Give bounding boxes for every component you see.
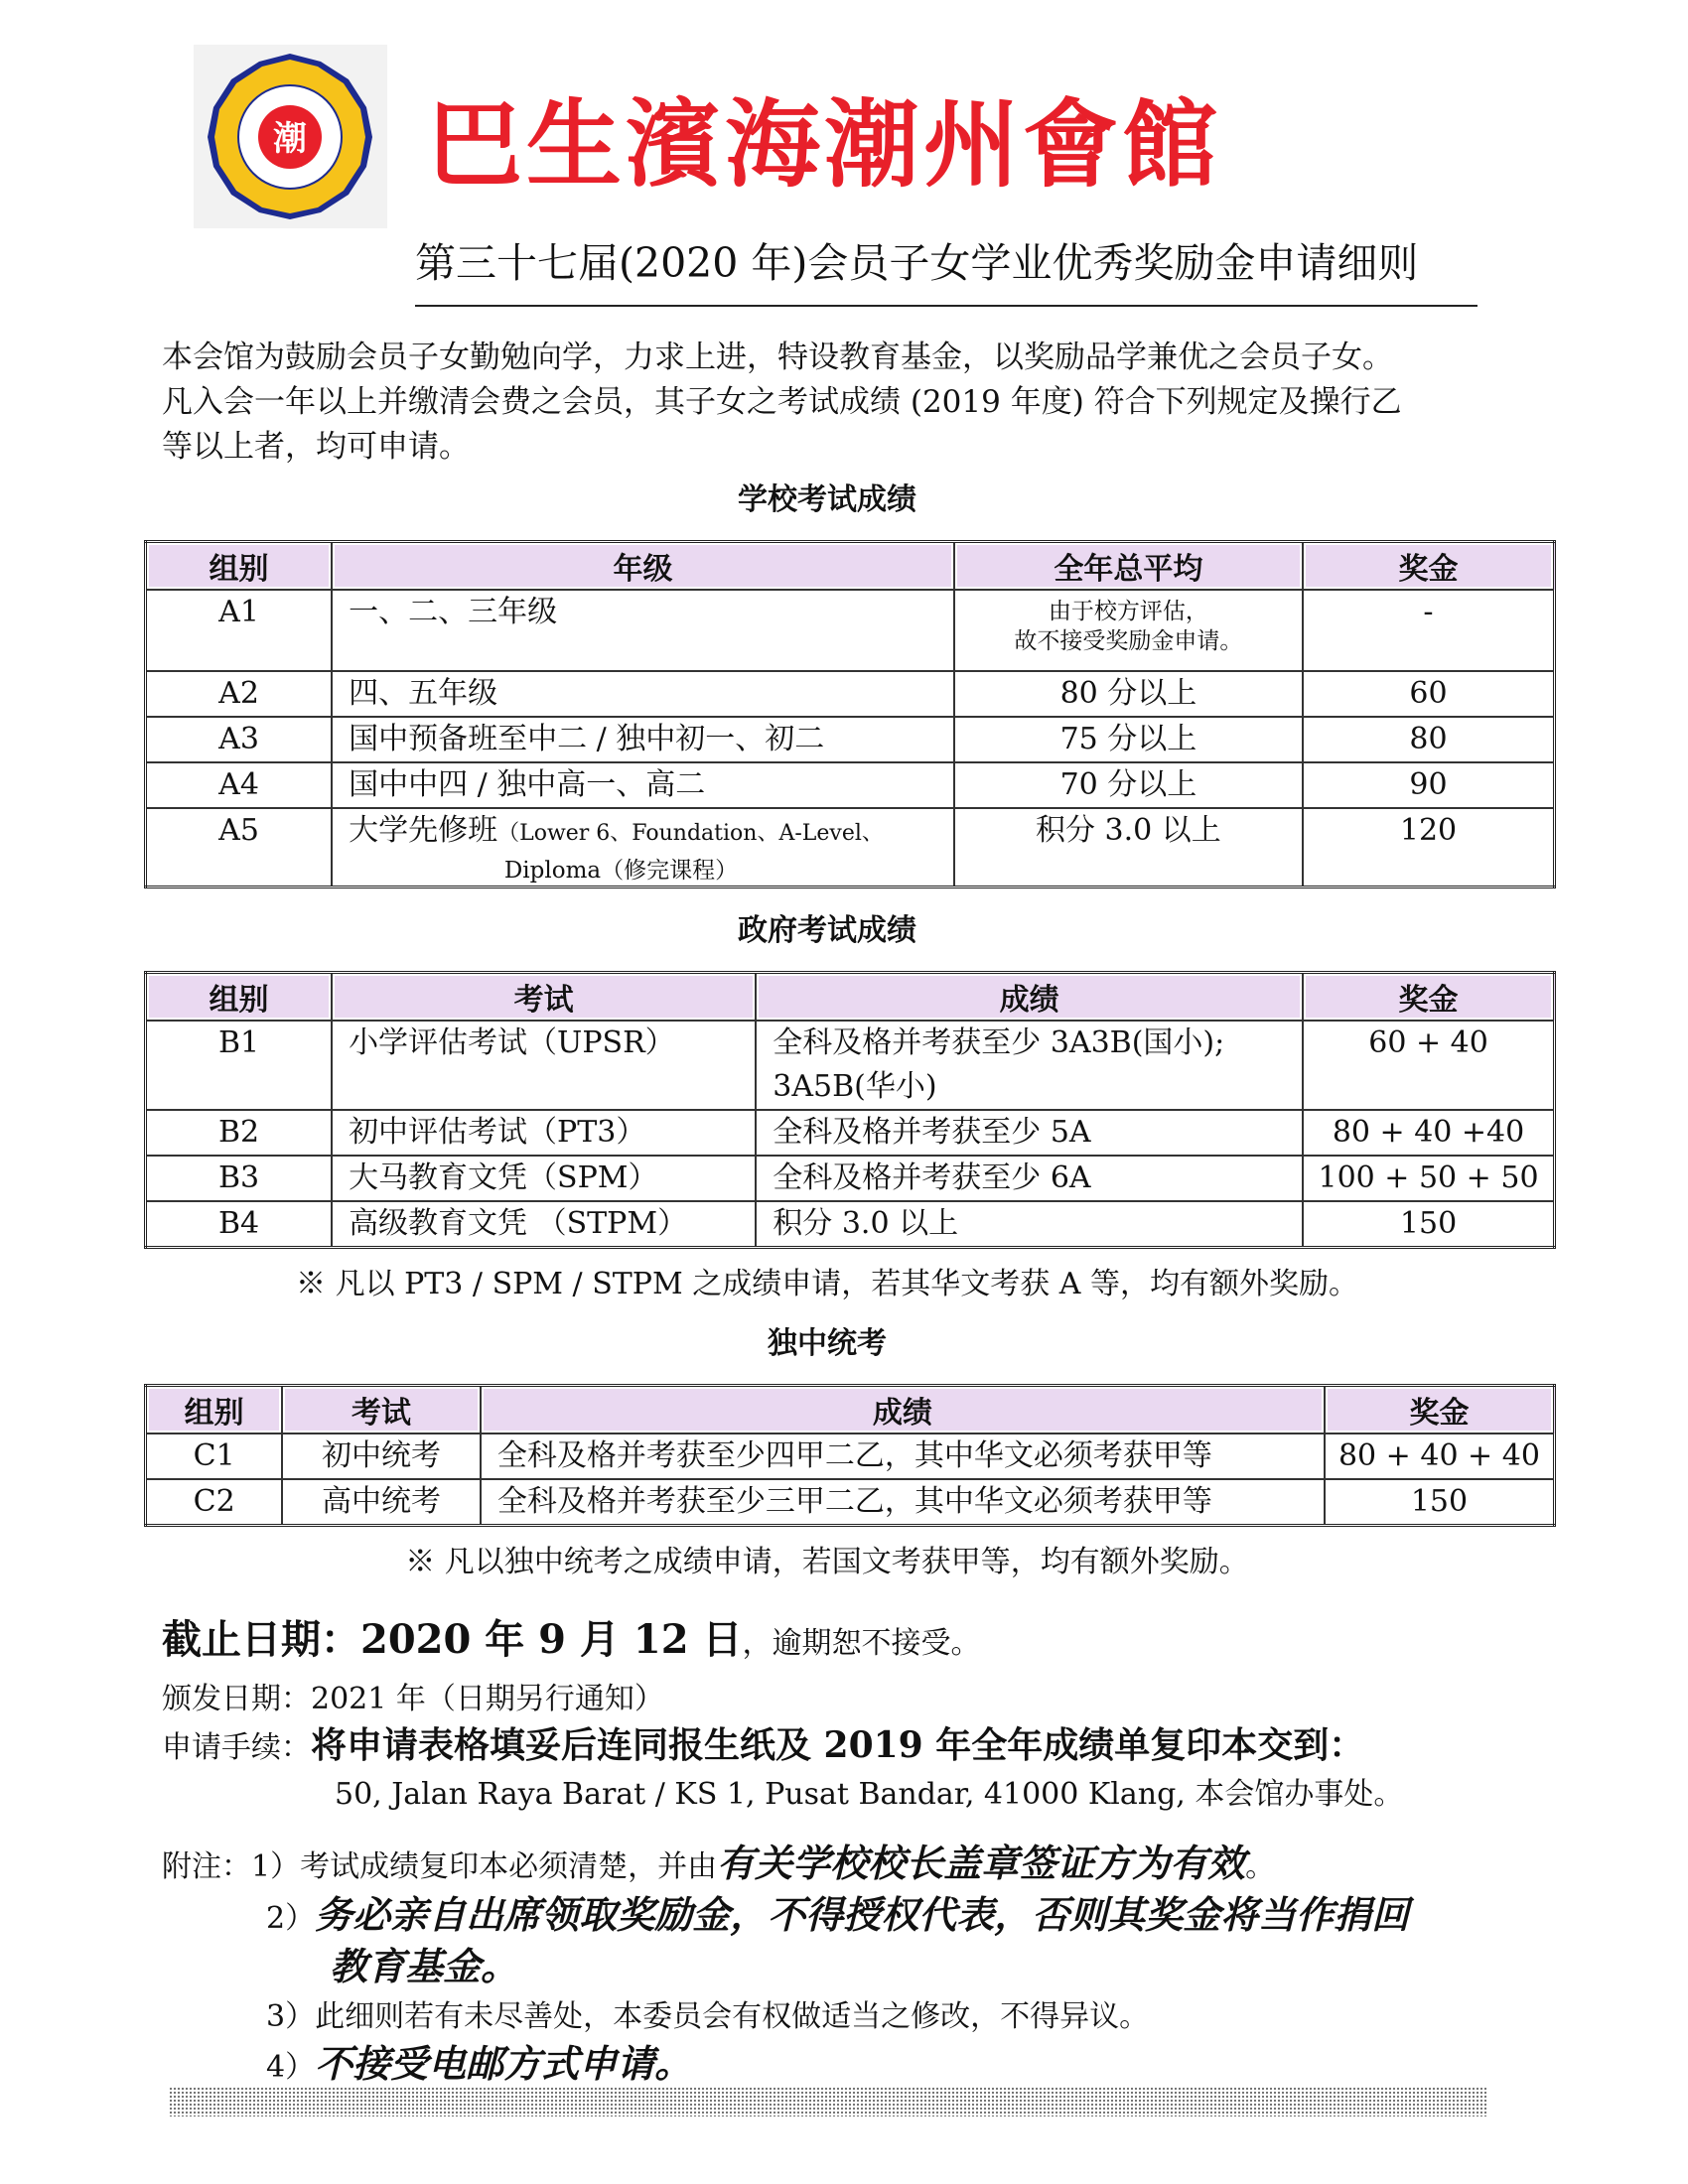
title-divider xyxy=(415,305,1477,307)
column-header: 组别 xyxy=(146,542,333,590)
column-header: 组别 xyxy=(146,973,333,1021)
remark-end: 。 xyxy=(1245,1849,1276,1884)
result-cell: 全科及格并考获至少三甲二乙，其中华文必须考获甲等 xyxy=(481,1479,1325,1526)
remark-text: 考试成绩复印本必须清楚，并由 xyxy=(300,1849,718,1884)
result-cell: 全科及格并考获至少 5A xyxy=(756,1110,1303,1156)
exam-cell: 大马教育文凭（SPM） xyxy=(332,1156,756,1201)
deadline-line xyxy=(162,1608,980,1665)
gov-exam-table xyxy=(144,971,1556,1249)
exam-cell: 高级教育文凭 （STPM） xyxy=(332,1201,756,1248)
issue-value: 2021 年（日期另行通知） xyxy=(311,1682,664,1716)
result-text-2: 3A5B(华小) xyxy=(773,1068,937,1104)
remark-emphasis: 不接受电邮方式申请。 xyxy=(315,2042,693,2086)
prize-cell: 90 xyxy=(1303,762,1555,808)
average-cell: 积分 3.0 以上 xyxy=(954,808,1303,887)
remark-text: 此细则若有未尽善处，本委员会有权做适当之修改，不得异议。 xyxy=(315,1999,1150,2034)
result-cell xyxy=(756,1021,1303,1110)
table-header-row xyxy=(146,542,1555,590)
table-row xyxy=(146,1156,1555,1201)
average-cell xyxy=(954,590,1303,671)
group-cell: A5 xyxy=(146,808,333,887)
remarks-label: 附注： xyxy=(162,1849,251,1884)
group-cell: A1 xyxy=(146,590,333,671)
uec-exam-heading: 独中统考 xyxy=(768,1326,887,1361)
remark-emphasis: 有关学校校长盖章签证方为有效 xyxy=(717,1842,1246,1885)
table-row xyxy=(146,762,1555,808)
average-cell: 70 分以上 xyxy=(954,762,1303,808)
prize-cell: 150 xyxy=(1303,1201,1554,1248)
grade-cell: 四、五年级 xyxy=(332,671,954,717)
group-cell: A2 xyxy=(146,671,333,717)
average-cell: 80 分以上 xyxy=(954,671,1303,717)
column-header: 成绩 xyxy=(756,973,1303,1021)
average-note: 故不接受奖励金申请。 xyxy=(1014,627,1243,654)
procedure-label: 申请手续： xyxy=(162,1730,311,1765)
column-header: 考试 xyxy=(282,1386,481,1433)
prize-cell: 150 xyxy=(1325,1479,1555,1526)
grade-cell xyxy=(332,808,954,887)
procedure-line xyxy=(162,1717,1364,1768)
average-cell: 75 分以上 xyxy=(954,717,1303,762)
result-text: 全科及格并考获至少 3A3B(国小); xyxy=(773,1024,1225,1060)
intro-paragraph xyxy=(162,336,1552,470)
remark-emphasis: 教育基金。 xyxy=(330,1945,519,1988)
intro-line: 凡入会一年以上并缴清会费之会员，其子女之考试成绩 (2019 年度) 符合下列规定及操行乙 xyxy=(162,384,1402,420)
group-cell: B1 xyxy=(146,1021,333,1110)
address-line: 50, Jalan Raya Barat / KS 1, Pusat Bandar, 41000 Klang, 本会馆办事处。 xyxy=(335,1777,1404,1812)
prize-cell: 60 + 40 xyxy=(1303,1021,1554,1110)
table-header-row xyxy=(146,973,1555,1021)
column-header: 成绩 xyxy=(481,1386,1325,1433)
grade-cell: 一、二、三年级 xyxy=(332,590,954,671)
table-row xyxy=(146,1021,1555,1110)
table-row xyxy=(146,808,1555,887)
intro-line: 等以上者，均可申请。 xyxy=(162,429,470,465)
issue-date-line xyxy=(162,1674,664,1717)
column-header: 年级 xyxy=(332,542,954,590)
deadline-label: 截止日期： xyxy=(162,1616,360,1663)
logo-center-char: 潮 xyxy=(273,119,307,159)
column-header: 组别 xyxy=(146,1386,283,1433)
column-header: 奖金 xyxy=(1303,973,1554,1021)
procedure-value: 将申请表格填妥后连同报生纸及 2019 年全年成绩单复印本交到： xyxy=(311,1724,1365,1766)
uec-exam-note: ※ 凡以独中统考之成绩申请，若国文考获甲等，均有额外奖励。 xyxy=(405,1545,1249,1579)
average-text: 由于校方评估， xyxy=(1048,598,1208,624)
deadline-date: 2020 年 9 月 12 日 xyxy=(360,1616,743,1663)
result-cell: 全科及格并考获至少 6A xyxy=(756,1156,1303,1201)
remark-continuation xyxy=(330,1936,518,1990)
remark-number: 1） xyxy=(251,1849,301,1884)
deadline-suffix: ，逾期恕不接受。 xyxy=(742,1626,981,1661)
table-row xyxy=(146,1433,1555,1479)
remark-item xyxy=(162,1833,1275,1887)
gov-exam-heading: 政府考试成绩 xyxy=(738,913,916,948)
uec-exam-table xyxy=(144,1384,1556,1527)
column-header: 奖金 xyxy=(1303,542,1555,590)
school-exam-table xyxy=(144,540,1556,888)
prize-cell: 60 xyxy=(1303,671,1555,717)
column-header: 考试 xyxy=(332,973,756,1021)
column-header: 奖金 xyxy=(1325,1386,1555,1433)
table-row xyxy=(146,1110,1555,1156)
grade-text: 大学先修班 xyxy=(349,812,498,848)
gov-exam-note: ※ 凡以 PT3 / SPM / STPM 之成绩申请，若其华文考获 A 等，均有额外奖励。 xyxy=(296,1267,1358,1301)
prize-cell: 80 + 40 +40 xyxy=(1303,1110,1554,1156)
result-cell: 全科及格并考获至少四甲二乙，其中华文必须考获甲等 xyxy=(481,1433,1325,1479)
grade-note: （Lower 6、Foundation、A-Level、 xyxy=(497,820,884,846)
issue-label: 颁发日期： xyxy=(162,1682,311,1716)
remark-number: 4） xyxy=(266,2050,316,2085)
table-header-row xyxy=(146,1386,1555,1433)
prize-cell: 80 xyxy=(1303,717,1555,762)
table-row xyxy=(146,1479,1555,1526)
remark-item xyxy=(266,1991,1149,2035)
group-cell: B2 xyxy=(146,1110,333,1156)
group-cell: B4 xyxy=(146,1201,333,1248)
grade-cell: 国中中四 / 独中高一、高二 xyxy=(332,762,954,808)
table-row xyxy=(146,717,1555,762)
exam-cell: 初中统考 xyxy=(282,1433,481,1479)
prize-cell: 120 xyxy=(1303,808,1555,887)
group-cell: C2 xyxy=(146,1479,283,1526)
remark-emphasis: 务必亲自出席领取奖励金，不得授权代表，否则其奖金将当作捐回 xyxy=(315,1893,1410,1937)
remark-item xyxy=(266,2033,692,2088)
grade-note-2: Diploma（修完课程） xyxy=(503,857,739,884)
table-row xyxy=(146,671,1555,717)
table-row xyxy=(146,1201,1555,1248)
remark-number: 3） xyxy=(266,1999,316,2034)
document-title: 第三十七届(2020 年)会员子女学业优秀奖励金申请细则 xyxy=(415,239,1419,287)
remark-item xyxy=(266,1884,1409,1939)
group-cell: A4 xyxy=(146,762,333,808)
footer-dotted-bar xyxy=(169,2087,1487,2116)
exam-cell: 初中评估考试（PT3） xyxy=(332,1110,756,1156)
intro-line: 本会馆为鼓励会员子女勤勉向学，力求上进，特设教育基金，以奖励品学兼优之会员子女。 xyxy=(162,340,1393,375)
group-cell: B3 xyxy=(146,1156,333,1201)
table-row xyxy=(146,590,1555,671)
result-cell: 积分 3.0 以上 xyxy=(756,1201,1303,1248)
column-header: 全年总平均 xyxy=(954,542,1303,590)
prize-cell: - xyxy=(1303,590,1555,671)
exam-cell: 高中统考 xyxy=(282,1479,481,1526)
exam-cell: 小学评估考试（UPSR） xyxy=(332,1021,756,1110)
group-cell: C1 xyxy=(146,1433,283,1479)
remark-number: 2） xyxy=(266,1901,316,1936)
grade-cell: 国中预备班至中二 / 独中初一、初二 xyxy=(332,717,954,762)
group-cell: A3 xyxy=(146,717,333,762)
school-exam-heading: 学校考试成绩 xyxy=(738,482,916,517)
organization-name: 巴生濱海潮州會館 xyxy=(427,88,1221,201)
association-logo xyxy=(204,50,377,223)
prize-cell: 100 + 50 + 50 xyxy=(1303,1156,1554,1201)
prize-cell: 80 + 40 + 40 xyxy=(1325,1433,1555,1479)
